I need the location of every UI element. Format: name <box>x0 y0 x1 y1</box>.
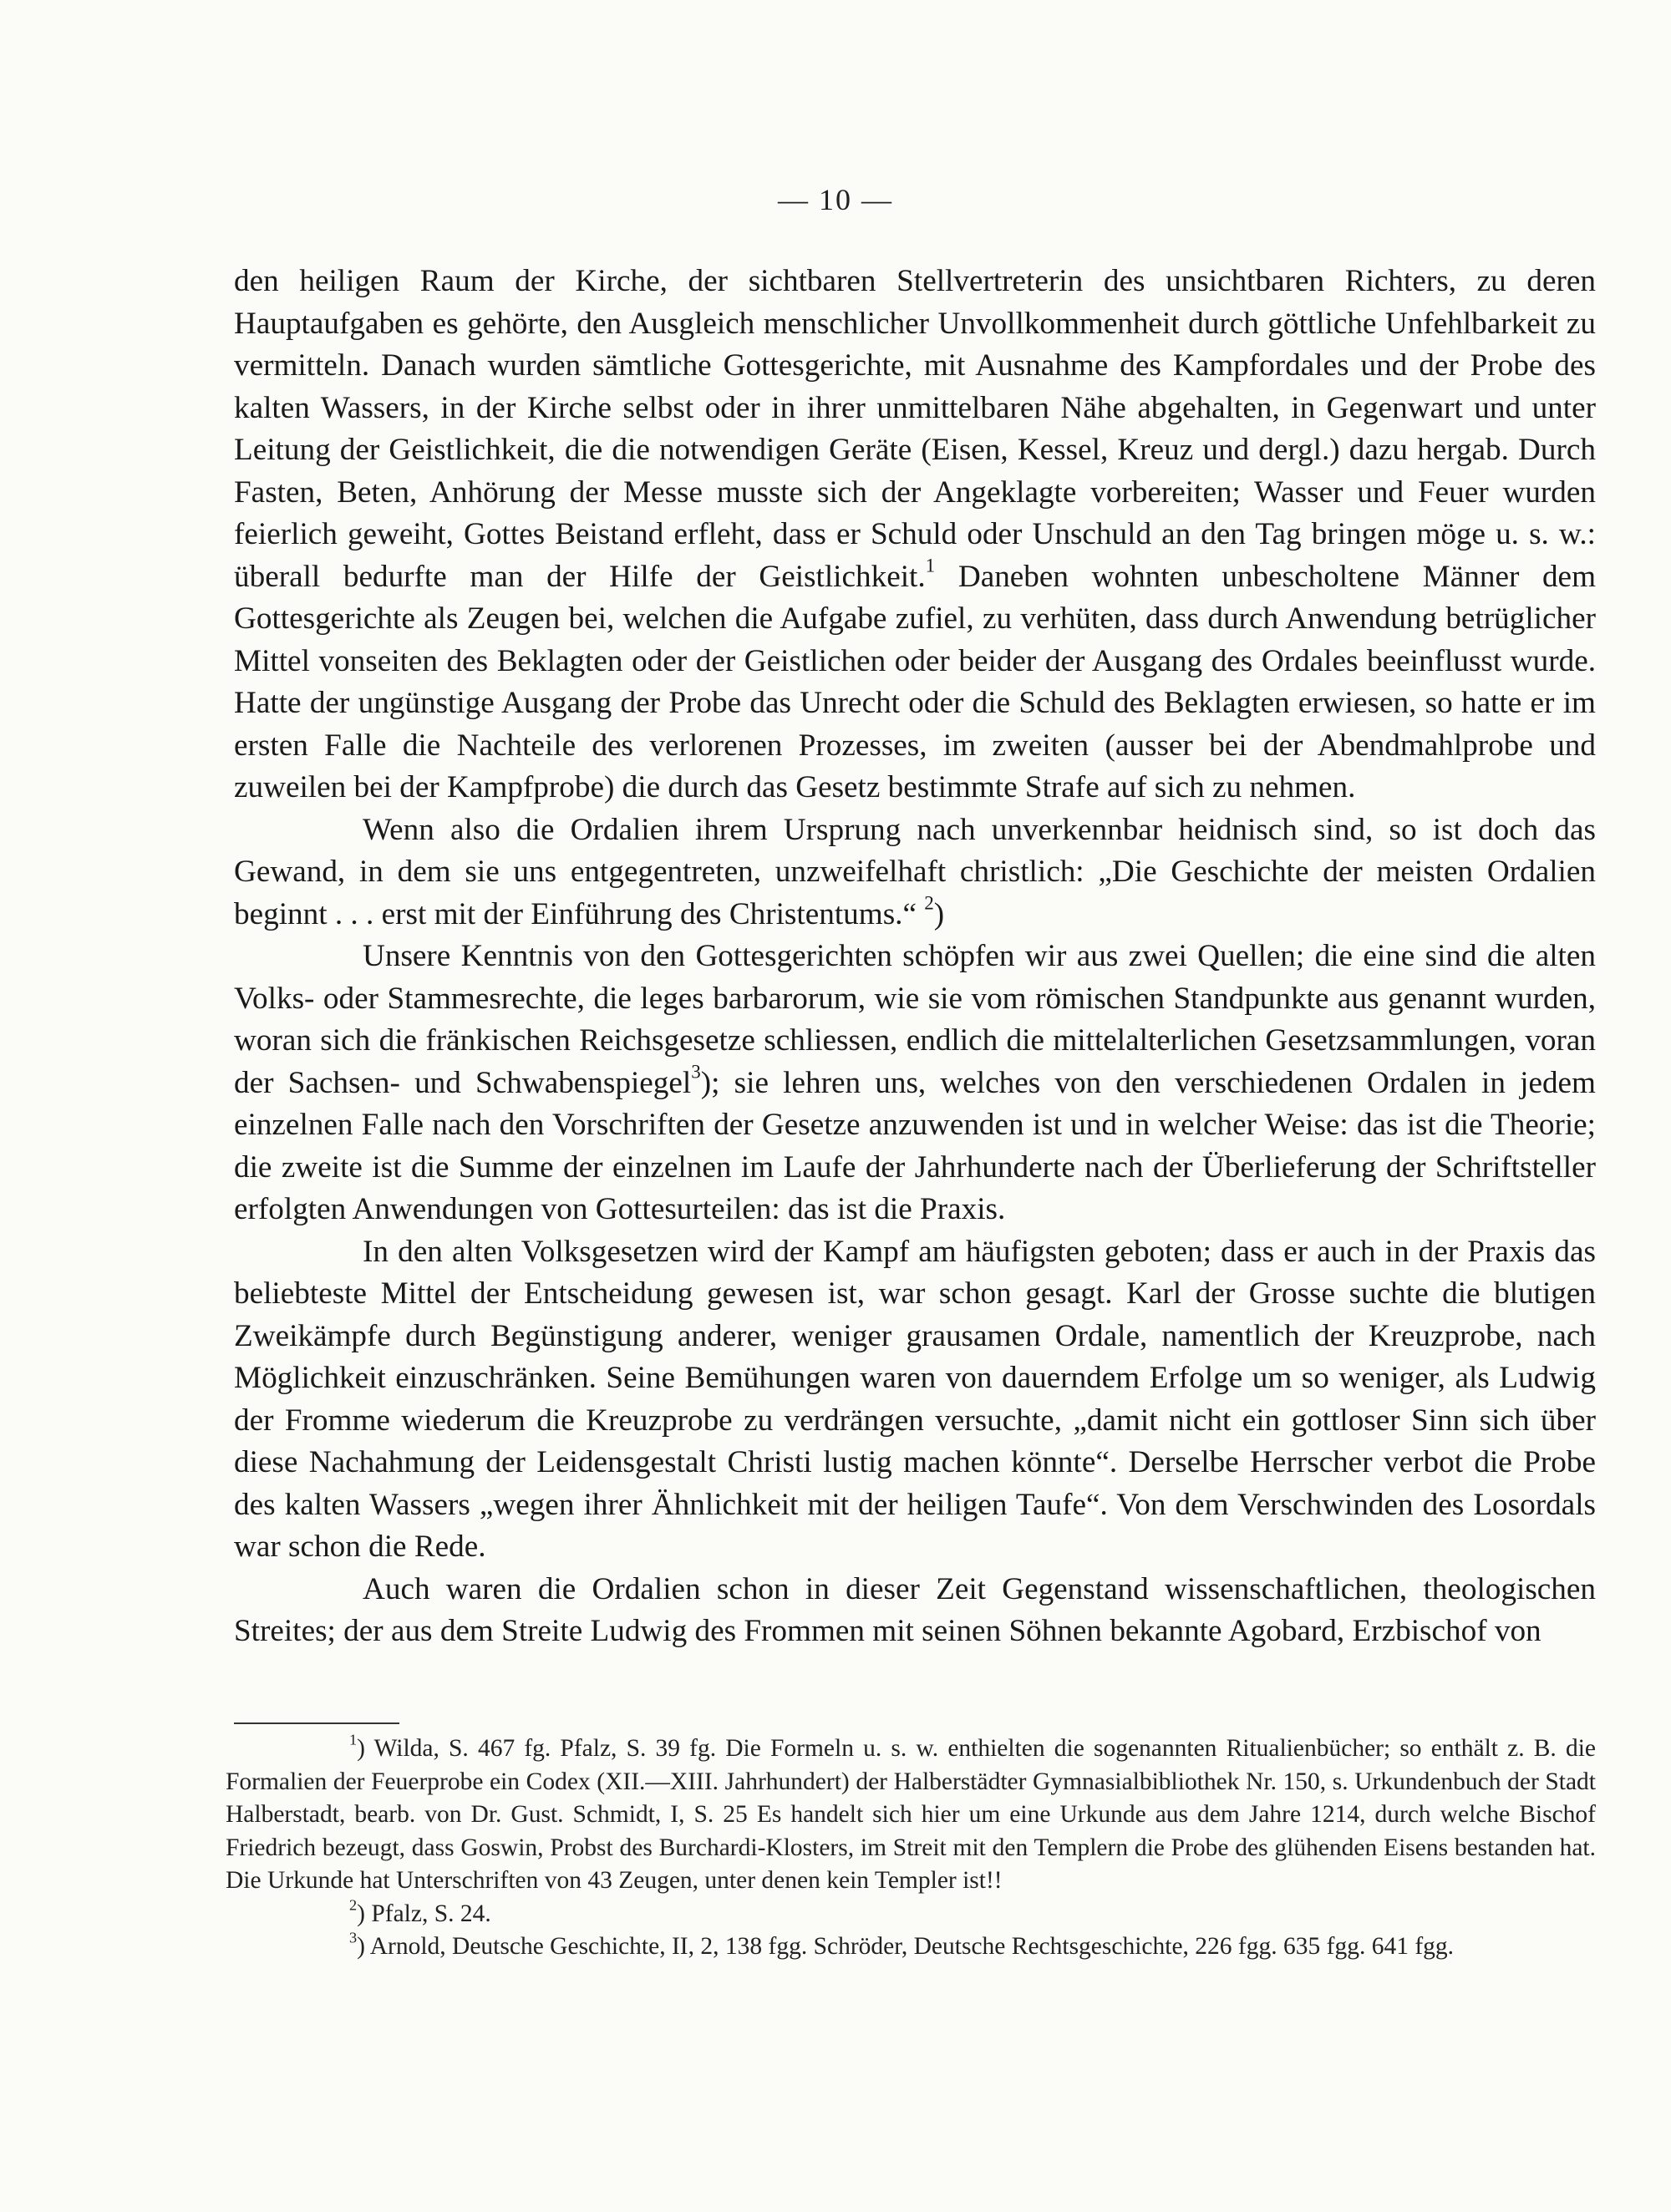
paragraph-text: Auch waren die Ordalien schon in dieser Zeit Gegenstand wissenschaftlichen, theologischen Streites; der aus dem Streite Ludwig des Frommen mit seinen Söhnen bekannte Agobard, Erzbischof von <box>234 1571 1596 1648</box>
paragraph-text: den heiligen Raum der Kirche, der sichtbaren Stellvertreterin des unsichtbaren Richters, zu deren Hauptaufgaben es gehörte, den Ausgleich menschlicher Unvollkommenheit durch göttliche Unfehlbarkeit zu vermitteln. Danach wurden sämtliche Gottesgerichte, mit Ausnahme des Kampfordales und der Probe des kalten Wassers, in der Kirche selbst oder in ihrer unmittelbaren Nähe abgehalten, in Gegenwart und unter Leitung der Geistlichkeit, die die notwendigen Geräte (Eisen, Kessel, Kreuz und dergl.) dazu hergab. Durch Fasten, Beten, Anhörung der Messe musste sich der Angeklagte vorbereiten; Wasser und Feuer wurden feierlich geweiht, Gottes Beistand erfleht, dass er Schuld oder Unschuld an den Tag bringen möge u. s. w.: überall bedurfte man der Hilfe der Geistlichkeit. <box>234 264 1596 594</box>
paragraph-text: In den alten Volksgesetzen wird der Kampf am häufigsten geboten; dass er auch in der Praxis das beliebteste Mittel der Entscheidung gewesen ist, war schon gesagt. Karl der Grosse suchte die blutigen Zweikämpfe durch Begünstigung anderer, weniger grausamen Ordale, namentlich der Kreuzprobe, nach Möglichkeit einzuschränken. Seine Bemühungen waren von dauerndem Erfolge um so weniger, als Ludwig der Fromme wiederum die Kreuzprobe zu verdrängen versuchte, „damit nicht ein gottloser Sinn sich über diese Nachahmung der Leidensgestalt Christi lustig machen könnte“. Derselbe Herrscher verbot die Probe des kalten Wassers „wegen ihrer Ähnlichkeit mit der heiligen Taufe“. Von dem Verschwinden des Losordals war schon die Rede. <box>234 1234 1596 1564</box>
footnote-mark: 3 <box>349 1929 358 1946</box>
footnote <box>226 1733 1596 1898</box>
footnote-text: ) Pfalz, S. 24. <box>357 1900 491 1927</box>
footnote-mark: 1 <box>349 1731 358 1748</box>
paragraph-text: Wenn also die Ordalien ihrem Ursprung nach unverkennbar heidnisch sind, so ist doch das Gewand, in dem sie uns entgegentreten, unzweifelhaft christlich: „Die Geschichte der meisten Ordalien beginnt . . . erst mit der Einführung des Christentums.“ <box>234 812 1596 931</box>
footnote-text: ) Arnold, Deutsche Geschichte, II, 2, 138 fgg. Schröder, Deutsche Rechtsgeschichte, 226 fgg. 635 fgg. 641 fgg. <box>357 1933 1455 1960</box>
paragraph: Wenn also die Ordalien ihrem Ursprung nach unverkennbar heidnisch sind, so ist doch das Gewand, in dem sie uns entgegentreten, unzweifelhaft christlich: „Die Geschichte der meisten Ordalien beginnt . . . erst mit der Einführung des Christentums.“ $^2$) <box>234 812 1596 931</box>
footnote-divider <box>234 1722 399 1724</box>
footnote-text: ) Wilda, S. 467 fg. Pfalz, S. 39 fg. Die Formeln u. s. w. enthielten die sogenannten Ritualienbücher; so enthält z. B. die Formalien der Feuerprobe ein Codex (XII.—XIII. Jahrhundert) der Halberstädter Gymnasialbibliothek Nr. 150, s. Urkundenbuch der Stadt Halberstadt, bearb. von Dr. Gust. Schmidt, I, S. 25 Es handelt sich hier um eine Urkunde aus dem Jahre 1214, durch welche Bischof Friedrich bezeugt, dass Goswin, Probst des Burchardi-Klosters, im Streit mit den Templern die Probe des glühenden Eisens bestanden hat. Die Urkunde hat Unterschriften von 43 Zeugen, unter denen kein Templer ist!! <box>226 1735 1596 1894</box>
paragraph <box>234 936 1596 1231</box>
footnote-mark: 2 <box>349 1895 358 1913</box>
paragraph-text-cont: Daneben wohnten unbescholtene Männer dem Gottesgerichte als Zeugen bei, welchen die Aufgabe zufiel, zu verhüten, dass durch Anwendung betrüglicher Mittel vonseiten des Beklagten oder der Geistlichen oder beider der Ausgang des Ordales beeinflusst wurde. Hatte der ungünstige Ausgang der Probe das Unrecht oder die Schuld des Beklagten erwiesen, so hatte er im ersten Falle die Nachteile des verlorenen Prozesses, im zweiten (ausser bei der Abendmahlprobe und zuweilen bei der Kampfprobe) die durch das Gesetz bestimmte Strafe auf sich zu nehmen. <box>234 559 1596 804</box>
paragraph-text: Unsere Kenntnis von den Gottesgerichten schöpfen wir aus zwei Quellen; die eine sind die alten Volks- oder Stammesrechte, die leges barbarorum, wie sie vom römischen Standpunkte aus genannt wurden, woran sich die fränkischen Reichsgesetze schliessen, endlich die mittelalterlichen Gesetzsammlungen, voran der Sachsen- und Schwabenspiegel <box>234 939 1596 1100</box>
footnote-ref: 1 <box>925 554 936 576</box>
footnote <box>226 1895 1596 1931</box>
footnote-ref: 2 <box>924 891 934 914</box>
paragraph <box>234 1569 1596 1653</box>
paragraph-text-cont: ); sie lehren uns, welches von den verschiedenen Ordalen in jedem einzelnen Falle nach den Vorschriften der Gesetze anzuwenden ist und in welcher Weise: das ist die Theorie; die zweite ist die Summe der einzelnen im Laufe der Jahrhunderte nach der Überlieferung der Schriftsteller erfolgten Anwendungen von Gottesurteilen: das ist die Praxis. <box>234 1065 1596 1226</box>
body-text <box>234 261 1596 1653</box>
paragraph <box>234 261 1596 809</box>
footnote-ref: 3 <box>691 1060 701 1083</box>
paragraph <box>234 1231 1596 1569</box>
page-number: — 10 — <box>778 183 893 216</box>
footnotes <box>226 1733 1596 1964</box>
footnote <box>226 1930 1596 1964</box>
